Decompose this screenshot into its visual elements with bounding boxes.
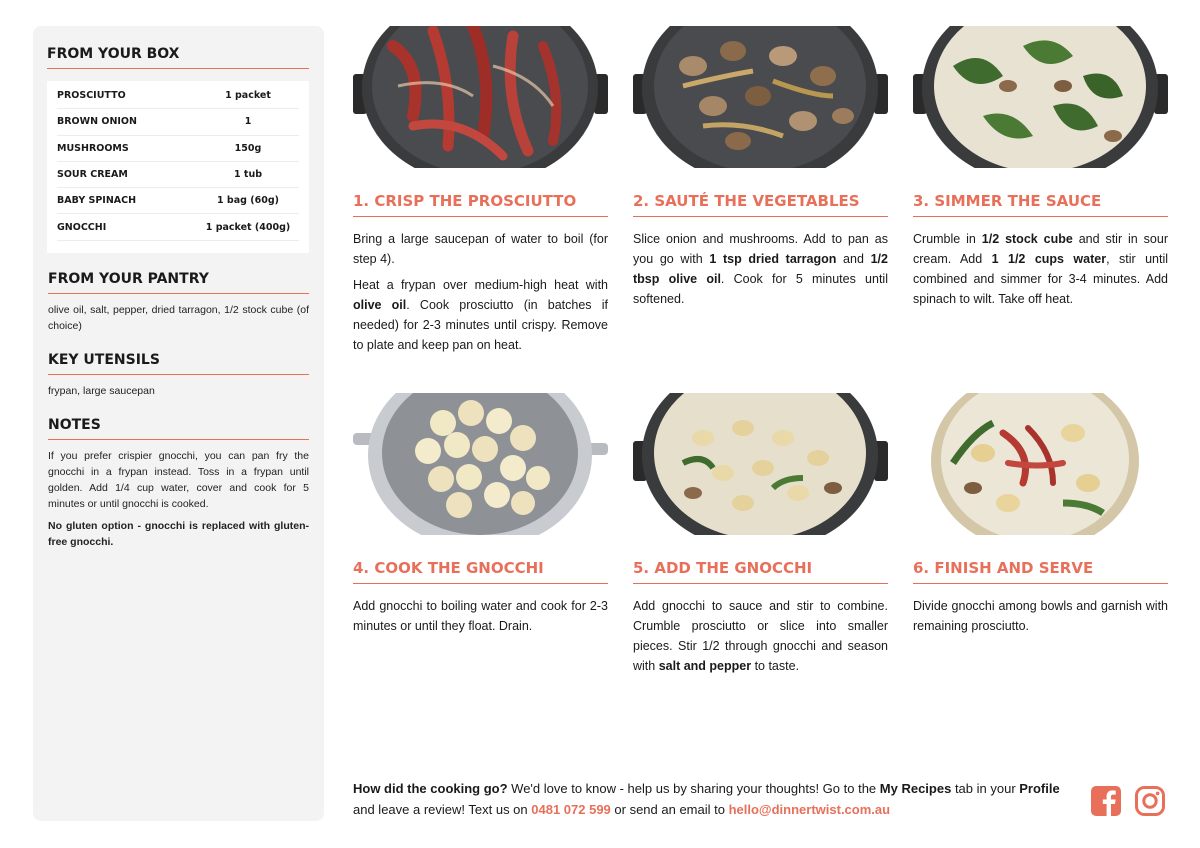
pantry-text: olive oil, salt, pepper, dried tarragon, 1/2 stock cube (of choice) — [48, 303, 309, 332]
step-6-image — [913, 393, 1168, 535]
step-6-title: 6. FINISH AND SERVE — [913, 559, 1168, 584]
ingredient-name: PROSCIUTTO — [57, 90, 126, 102]
step-5-title: 5. ADD THE GNOCCHI — [633, 559, 888, 584]
utensils-text: frypan, large saucepan — [48, 384, 155, 397]
step-3-body — [913, 229, 1168, 309]
step-2-title: 2. SAUTÉ THE VEGETABLES — [633, 192, 888, 217]
step-4-title: 4. COOK THE GNOCCHI — [353, 559, 608, 584]
feedback-question: How did the cooking go? — [353, 781, 508, 796]
step-4 — [353, 393, 608, 642]
ingredient-row — [57, 109, 299, 135]
step-2 — [633, 26, 888, 315]
notes-title: NOTES — [48, 417, 309, 440]
ingredient-row — [57, 162, 299, 188]
email-link[interactable]: hello@dinnertwist.com.au — [728, 802, 891, 817]
ingredients-table — [47, 81, 309, 253]
step-5-body — [633, 596, 888, 676]
ingredient-row — [57, 188, 299, 214]
step-6-p: Divide gnocchi among bowls and garnish with remaining prosciutto. — [913, 599, 1168, 633]
step-5 — [633, 393, 888, 682]
step-1 — [353, 26, 608, 361]
notes-text: If you prefer crispier gnocchi, you can pan fry the gnocchi in a frypan instead. Toss in a frypan until golden. Add 1/4 cup water, cover and cook for 5 minutes or until gnocchi is cooked. — [48, 449, 309, 510]
text-run: to taste. — [751, 659, 800, 673]
step-1-image — [353, 26, 608, 168]
text-run: and stir in sour cream. Add — [913, 232, 1168, 266]
pantry-section — [48, 271, 309, 334]
step-5-p — [633, 596, 888, 676]
ingredient-row — [57, 214, 299, 240]
step-6-body — [913, 596, 1168, 636]
instagram-icon[interactable] — [1134, 785, 1166, 817]
bold-run: olive oil — [353, 298, 407, 312]
text-run: . Cook prosciutto (in batches if needed) for 2-3 minutes until crispy. Remove to plate and keep pan on heat. — [353, 298, 608, 352]
ingredient-qty: 1 — [244, 116, 252, 128]
my-recipes-tab: My Recipes — [879, 781, 952, 796]
facebook-icon[interactable] — [1090, 785, 1122, 817]
step-1-p2 — [353, 275, 608, 355]
ingredient-name: SOUR CREAM — [57, 169, 128, 181]
step-4-body — [353, 596, 608, 636]
ingredient-name: BROWN ONION — [57, 116, 137, 128]
step-4-image — [353, 393, 608, 535]
pantry-title: FROM YOUR PANTRY — [48, 271, 309, 294]
ingredient-qty: 1 bag (60g) — [217, 195, 279, 207]
text-run: tab in your — [951, 781, 1020, 796]
ingredient-row — [57, 136, 299, 162]
ingredient-name: GNOCCHI — [57, 221, 107, 233]
text-run: Add gnocchi to sauce and stir to combine. Crumble prosciutto or slice into smaller pieces. Stir 1/2 through gnocchi and season with — [633, 599, 888, 673]
bold-run: 1/2 tbsp olive oil — [633, 252, 888, 286]
step-3-p — [913, 229, 1168, 309]
step-3 — [913, 26, 1168, 315]
step-1-body — [353, 229, 608, 355]
text-run: We'd love to know - help us by sharing your thoughts! Go to the — [507, 781, 880, 796]
step-3-image — [913, 26, 1168, 168]
step-2-body — [633, 229, 888, 309]
step-1-title: 1. CRISP THE PROSCIUTTO — [353, 192, 608, 217]
gluten-note-bold: No gluten option - gnocchi is replaced with gluten-free gnocchi. — [48, 519, 309, 548]
step-4-p: Add gnocchi to boiling water and cook for 2-3 minutes or until they float. Drain. — [353, 599, 608, 633]
ingredient-qty: 1 packet — [225, 90, 271, 102]
step-1-p1: Bring a large saucepan of water to boil (for step 4). — [353, 232, 608, 266]
utensils-section — [48, 352, 309, 399]
step-3-title: 3. SIMMER THE SAUCE — [913, 192, 1168, 217]
profile-link: Profile — [1019, 781, 1060, 796]
gluten-note — [48, 518, 309, 550]
text-run: Crumble in — [913, 232, 982, 246]
feedback-footer — [353, 778, 1073, 820]
ingredient-name: BABY SPINACH — [57, 195, 137, 207]
text-run: , stir until combined and simmer for 3-4 minutes. Add spinach to wilt. Take off heat. — [913, 252, 1169, 306]
bold-run: salt and pepper — [658, 659, 752, 673]
bold-run: 1/2 stock cube — [981, 232, 1073, 246]
bold-run: 1 1/2 cups water — [991, 252, 1107, 266]
ingredient-name: MUSHROOMS — [57, 142, 129, 154]
ingredients-sidebar — [33, 26, 324, 821]
text-run: Heat a frypan over medium-high heat with — [353, 278, 608, 292]
text-run: . Cook for 5 minutes until softened. — [633, 272, 888, 306]
text-run: or send an email to — [610, 802, 729, 817]
text-run: and — [836, 252, 871, 266]
ingredient-qty: 1 tub — [233, 169, 263, 181]
step-5-image — [633, 393, 888, 535]
text-run: Slice onion and mushrooms. Add to pan as you go with — [633, 232, 888, 266]
from-your-box-title: FROM YOUR BOX — [47, 46, 309, 69]
ingredient-qty: 150g — [234, 142, 262, 154]
phone-number[interactable]: 0481 072 599 — [531, 802, 611, 817]
utensils-title: KEY UTENSILS — [48, 352, 309, 375]
ingredient-row — [57, 83, 299, 109]
bold-run: 1 tsp dried tarragon — [709, 252, 837, 266]
ingredient-qty: 1 packet (400g) — [205, 221, 291, 233]
step-2-p — [633, 229, 888, 309]
step-6 — [913, 393, 1168, 642]
text-run: and leave a review! Text us on — [353, 802, 532, 817]
step-2-image — [633, 26, 888, 168]
notes-section — [48, 417, 309, 550]
